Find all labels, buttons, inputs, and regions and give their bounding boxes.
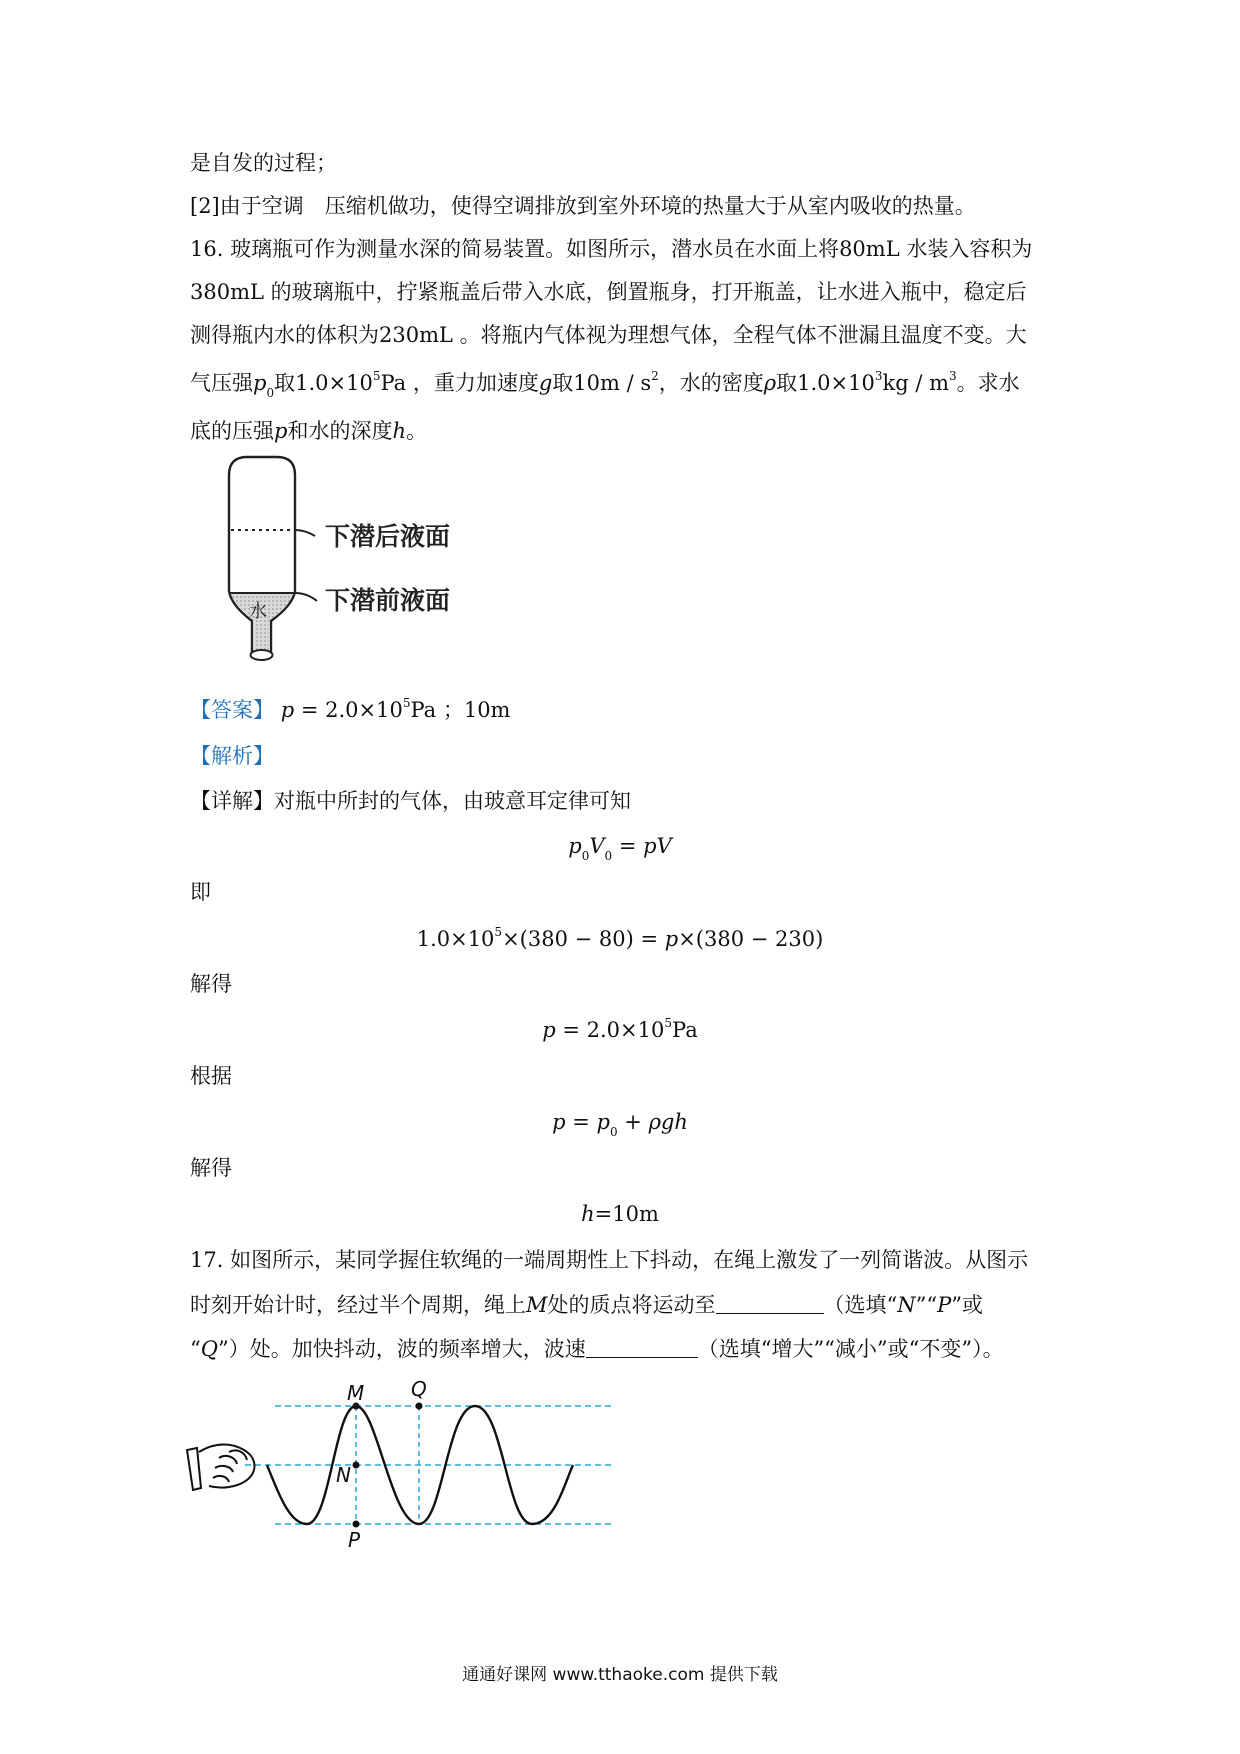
fig-label-after: 下潜后液面 (325, 522, 451, 551)
jiede-label-2: 解得 (190, 1156, 232, 1180)
q16-line-1: 16. 玻璃瓶可作为测量水深的简易装置。如图所示，潜水员在水面上将80mL 水装入容积为 (190, 237, 1033, 261)
prev-answer-line-1: 是自发的过程； (190, 151, 337, 175)
equation-4: $p = p_0 + \rho gh$ (552, 1110, 688, 1140)
fig-label-before: 下潜前液面 (325, 586, 451, 615)
hand-icon (187, 1445, 254, 1491)
q16-line-4: 气压强$p_0$取$1.0\times 10^5Pa$ ，重力加速度g取$10m / s^2$，水的密度ρ取$1.0\times 10^3kg / m^3$。求水 (190, 369, 1020, 401)
equation-1: $p_0V_0$ = pV (568, 834, 672, 864)
prev-answer-line-2: [2]由于空调 压缩机做功，使得空调排放到室外环境的热量大于从室内吸收的热量。 (190, 194, 976, 218)
equation-5: h=10m (581, 1202, 659, 1226)
q17-line-3: “Q”）处。加快抖动，波的频率增大，波速 （选填“增大”“减小”或“不变”）。 (190, 1337, 1004, 1361)
bottle-figure (215, 455, 515, 695)
fig-label-water: 水 (249, 601, 267, 622)
q16-line-5: 底的压强p和水的深度h。 (190, 419, 427, 443)
label-N: N (336, 1463, 351, 1487)
detail-line: 【详解】对瓶中所封的气体，由玻意耳定律可知 (190, 789, 631, 813)
wave-figure (185, 1372, 625, 1547)
answer-blank-2[interactable] (586, 1339, 698, 1358)
answer-line: 【答案】 $p = 2.0\times 10^5Pa$ ；10m (190, 696, 511, 722)
bottle-mouth (251, 650, 273, 660)
q17-line-2: 时刻开始计时，经过半个周期，绳上M处的质点将运动至 （选填“N”“P”或 (190, 1293, 984, 1317)
jiede-label-1: 解得 (190, 972, 232, 996)
point-Q (416, 1403, 423, 1410)
point-P (353, 1521, 360, 1528)
answer-blank-1[interactable] (716, 1295, 824, 1314)
point-N (353, 1462, 360, 1469)
equation-3: $p = 2.0\times 10^5Pa$ (542, 1016, 698, 1042)
analysis-tag: 【解析】 (190, 744, 274, 768)
label-M: M (347, 1381, 365, 1405)
footer-source: 通通好课网 www.tthaoke.com 提供下载 (462, 1665, 778, 1685)
q17-line-1: 17. 如图所示，某同学握住软绳的一端周期性上下抖动，在绳上激发了一列简谐波。从图示 (190, 1248, 1029, 1272)
genju-label: 根据 (190, 1064, 232, 1088)
equation-2: $1.0\times 10^5\times(380 - 80) = p\times(380 - 230)$ (416, 925, 824, 951)
label-P: P (348, 1528, 361, 1547)
q16-line-2: 380mL 的玻璃瓶中，拧紧瓶盖后带入水底，倒置瓶身，打开瓶盖，让水进入瓶中，稳定后 (190, 280, 1027, 304)
ji-label: 即 (190, 880, 211, 904)
q16-line-3: 测得瓶内水的体积为230mL 。将瓶内气体视为理想气体，全程气体不泄漏且温度不变。大 (190, 323, 1027, 347)
label-Q: Q (411, 1377, 427, 1401)
